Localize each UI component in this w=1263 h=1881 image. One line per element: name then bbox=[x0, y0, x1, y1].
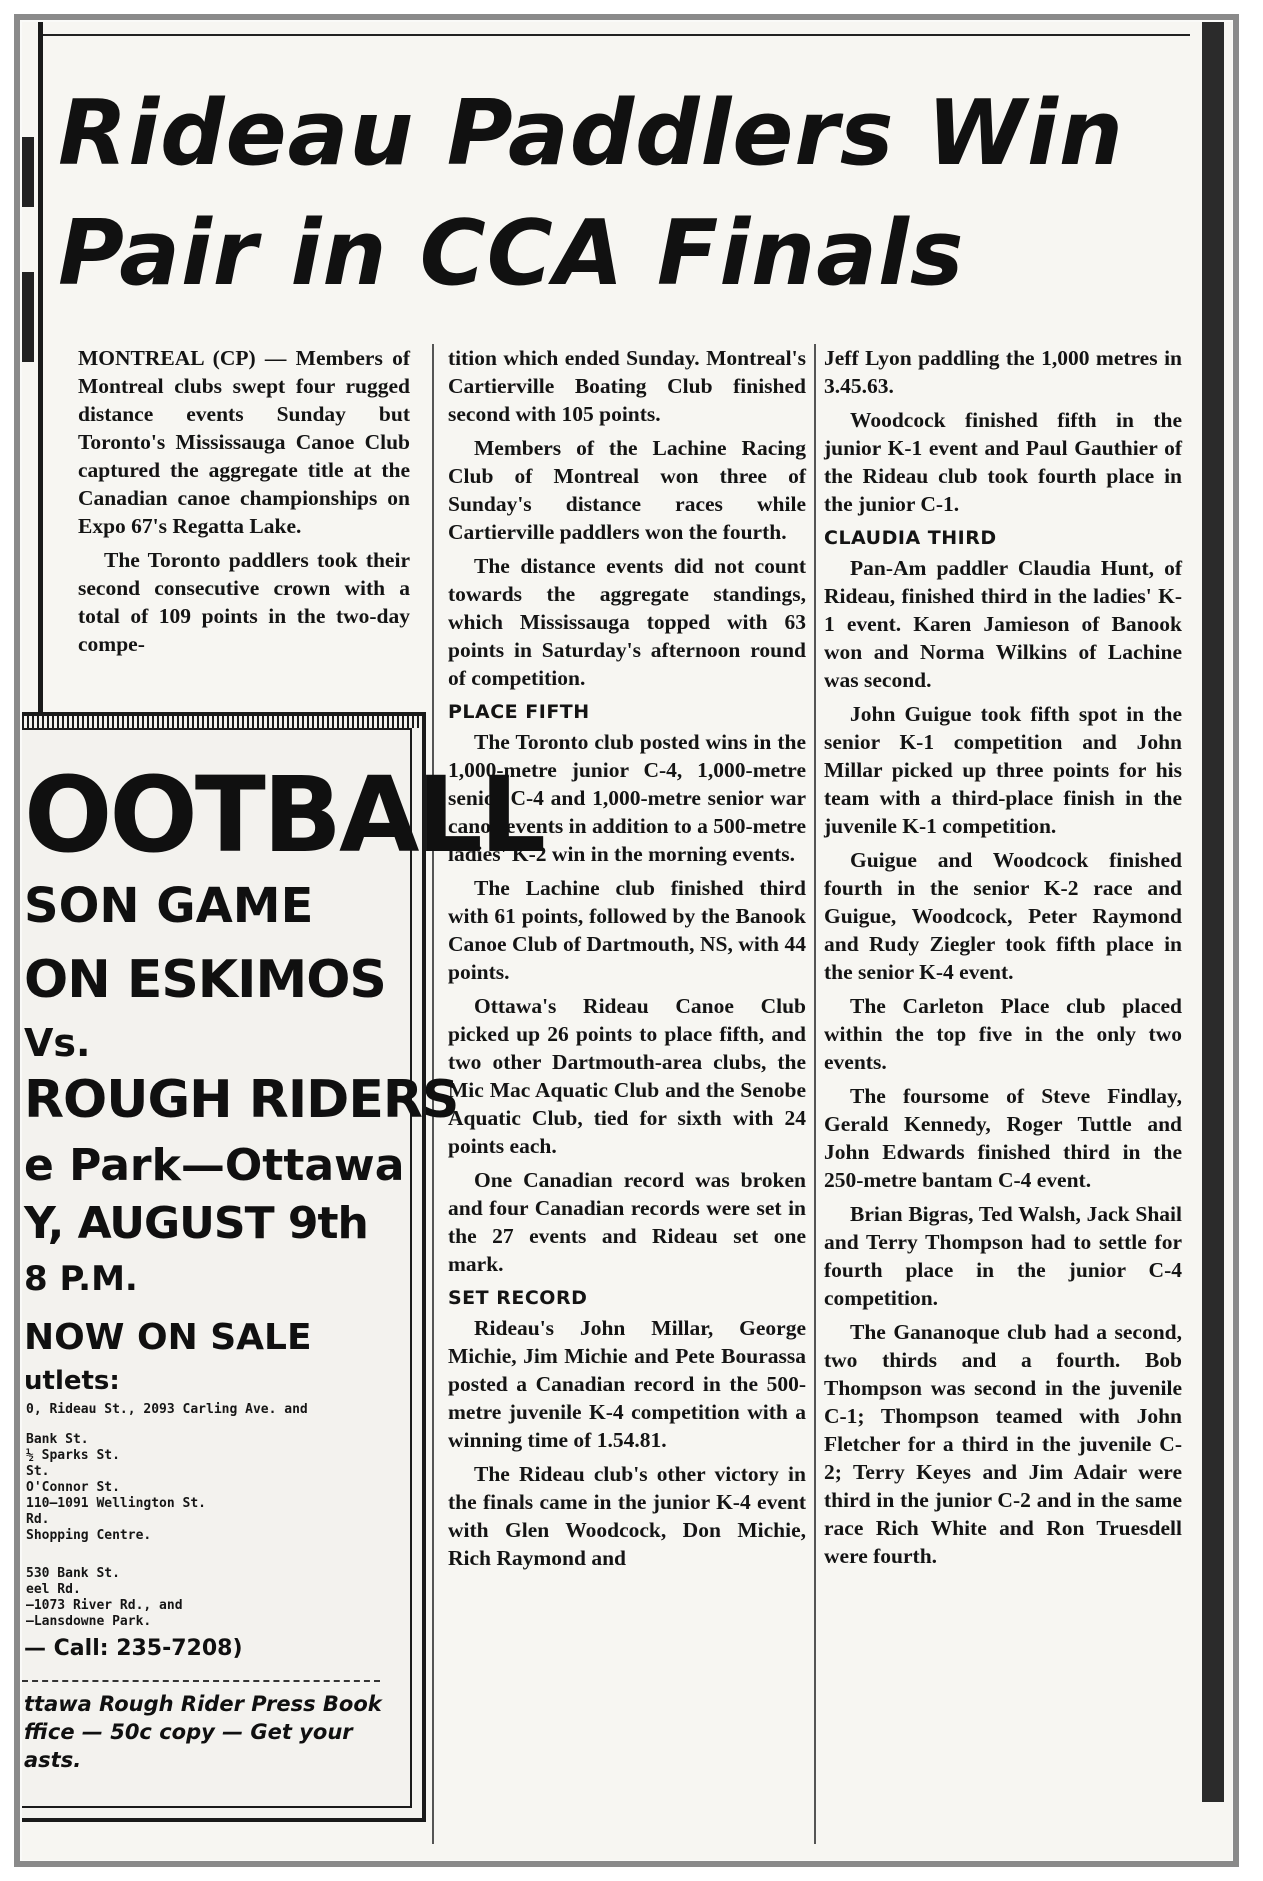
ad-press-book-line-2: ffice — 50c copy — Get your bbox=[24, 1720, 353, 1744]
article-paragraph: The Gananoque club had a second, two thirds and a fourth. Bob Thompson was second in the juvenile C-1; Thompson teamed with John Fletcher for a third in the juvenile C-2; Terry Keyes and Jim Adair were third in the junior C-2 and in the same race Rich White and Ron Truesdell were fourth. bbox=[824, 1320, 1182, 1568]
subheading: CLAUDIA THIRD bbox=[824, 527, 997, 549]
ad-press-book-line-1: ttawa Rough Rider Press Book bbox=[24, 1692, 382, 1716]
headline-line-2: Pair in CCA Finals bbox=[58, 201, 965, 306]
ad-call-number: — Call: 235-7208) bbox=[24, 1636, 243, 1661]
ad-outlet-line: 0, Rideau St., 2093 Carling Ave. and bbox=[26, 1402, 308, 1417]
ad-outlets-heading: utlets: bbox=[24, 1366, 120, 1396]
subheading: SET RECORD bbox=[448, 1287, 588, 1309]
article-paragraph: Brian Bigras, Ted Walsh, Jack Shail and Terry Thompson had to settle for fourth place in the junior C-4 competition. bbox=[824, 1202, 1182, 1310]
top-rule bbox=[40, 34, 1190, 36]
ad-outlet-line: —1073 River Rd., and bbox=[26, 1598, 183, 1613]
ad-outlet-line: eel Rd. bbox=[26, 1582, 81, 1597]
article-paragraph: tition which ended Sunday. Montreal's Cartierville Boating Club finished second with 105 points. bbox=[448, 346, 806, 426]
ad-venue: e Park—Ottawa bbox=[24, 1140, 405, 1191]
headline-line-1: Rideau Paddlers Win bbox=[58, 81, 1124, 186]
article-paragraph: The Carleton Place club placed within the top five in the only two events. bbox=[824, 994, 1182, 1074]
article-column-3 bbox=[824, 344, 1182, 1576]
article-paragraph: Woodcock finished fifth in the junior K-1 event and Paul Gauthier of the Rideau club took fourth place in the junior C-1. bbox=[824, 408, 1182, 516]
ad-outlet-line: ½ Sparks St. bbox=[26, 1448, 120, 1463]
ad-outlet-line: 110—1091 Wellington St. bbox=[26, 1496, 207, 1511]
ad-outlet-line: Shopping Centre. bbox=[26, 1528, 152, 1543]
ad-date: Y, AUGUST 9th bbox=[24, 1198, 368, 1249]
article-column-2 bbox=[448, 344, 806, 1578]
ad-time: 8 P.M. bbox=[24, 1259, 138, 1299]
ad-outlet-line: 530 Bank St. bbox=[26, 1566, 120, 1581]
article-paragraph: Ottawa's Rideau Canoe Club picked up 26 points to place fifth, and two other Dartmouth-area clubs, the Mic Mac Aquatic Club and the Senobe Aquatic Club, tied for sixth with 24 points each. bbox=[448, 994, 806, 1158]
ad-season-game: SON GAME bbox=[24, 878, 314, 934]
left-column-rule bbox=[38, 22, 43, 722]
article-paragraph: John Guigue took fifth spot in the senior K-1 competition and John Millar picked up three points for his team with a third-place finish in the juvenile K-1 competition. bbox=[824, 702, 1182, 838]
ad-outlet-line: —Lansdowne Park. bbox=[26, 1614, 152, 1629]
article-column-1 bbox=[78, 344, 410, 664]
article-paragraph: Jeff Lyon paddling the 1,000 metres in 3.45.63. bbox=[824, 346, 1182, 398]
paragraph-text: Members of Montreal clubs swept four rugged distance events Sunday but Toronto's Mississauga Canoe Club captured the aggregate title at the Canadian canoe championships on Expo 67's Regatta Lake. bbox=[78, 346, 410, 538]
article-paragraph: The foursome of Steve Findlay, Gerald Kennedy, Roger Tuttle and John Edwards finished third in the 250-metre bantam C-4 event. bbox=[824, 1084, 1182, 1192]
article-paragraph: The Toronto club posted wins in the 1,000-metre junior C-4, 1,000-metre senior C-4 and 1,000-metre senior war canoe events in addition to a 500-metre ladies' K-2 win in the morning events. bbox=[448, 730, 806, 866]
ad-divider bbox=[22, 1680, 380, 1682]
ad-outlet-line: O'Connor St. bbox=[26, 1480, 120, 1495]
ad-outlet-line: Rd. bbox=[26, 1512, 50, 1527]
headline bbox=[58, 74, 1138, 314]
article-paragraph: The Toronto paddlers took their second consecutive crown with a total of 109 points in the two-day compe- bbox=[78, 548, 410, 656]
ad-press-book-line-3: asts. bbox=[24, 1748, 82, 1772]
adjacent-column-fragment bbox=[22, 272, 34, 362]
ad-team-rough-riders: ROUGH RIDERS bbox=[24, 1070, 459, 1130]
article-paragraph: One Canadian record was broken and four Canadian records were set in the 27 events and Rideau set one mark. bbox=[448, 1168, 806, 1276]
subheading: PLACE FIFTH bbox=[448, 701, 590, 723]
article-paragraph: The Rideau club's other victory in the finals came in the junior K-4 event with Glen Woodcock, Don Michie, Rich Raymond and bbox=[448, 1462, 806, 1570]
article-paragraph: Rideau's John Millar, George Michie, Jim Michie and Pete Bourassa posted a Canadian record in the 500-metre juvenile K-4 competition with a winning time of 1.54.81. bbox=[448, 1316, 806, 1452]
ad-team-eskimos: ON ESKIMOS bbox=[24, 950, 386, 1010]
newspaper-clipping bbox=[22, 22, 1232, 1860]
ad-on-sale: NOW ON SALE bbox=[24, 1317, 312, 1358]
ad-football: OOTBALL bbox=[24, 754, 544, 876]
article-paragraph: Pan-Am paddler Claudia Hunt, of Rideau, finished third in the ladies' K-1 event. Karen Jamieson of Banook won and Norma Wilkins of Lachine was second. bbox=[824, 556, 1182, 692]
article-paragraph bbox=[78, 344, 410, 540]
ad-outlet-line: St. bbox=[26, 1464, 50, 1479]
right-page-edge bbox=[1202, 22, 1224, 1802]
column-divider bbox=[814, 344, 816, 1844]
ad-border-hatch bbox=[22, 716, 422, 728]
ad-vs: Vs. bbox=[24, 1021, 91, 1065]
article-paragraph: The distance events did not count towards the aggregate standings, which Mississauga topped with 63 points in Saturday's afternoon round of competition. bbox=[448, 554, 806, 690]
article-paragraph: Guigue and Woodcock finished fourth in the senior K-2 race and Guigue, Woodcock, Peter Raymond and Rudy Ziegler took fifth place in the senior K-4 event. bbox=[824, 848, 1182, 984]
ad-outlet-line: Bank St. bbox=[26, 1432, 89, 1447]
dateline: MONTREAL (CP) — bbox=[78, 346, 296, 370]
adjacent-column-fragment bbox=[22, 137, 34, 207]
article-paragraph: Members of the Lachine Racing Club of Montreal won three of Sunday's distance races while Cartierville paddlers won the fourth. bbox=[448, 436, 806, 544]
article-paragraph: The Lachine club finished third with 61 points, followed by the Banook Canoe Club of Dartmouth, NS, with 44 points. bbox=[448, 876, 806, 984]
